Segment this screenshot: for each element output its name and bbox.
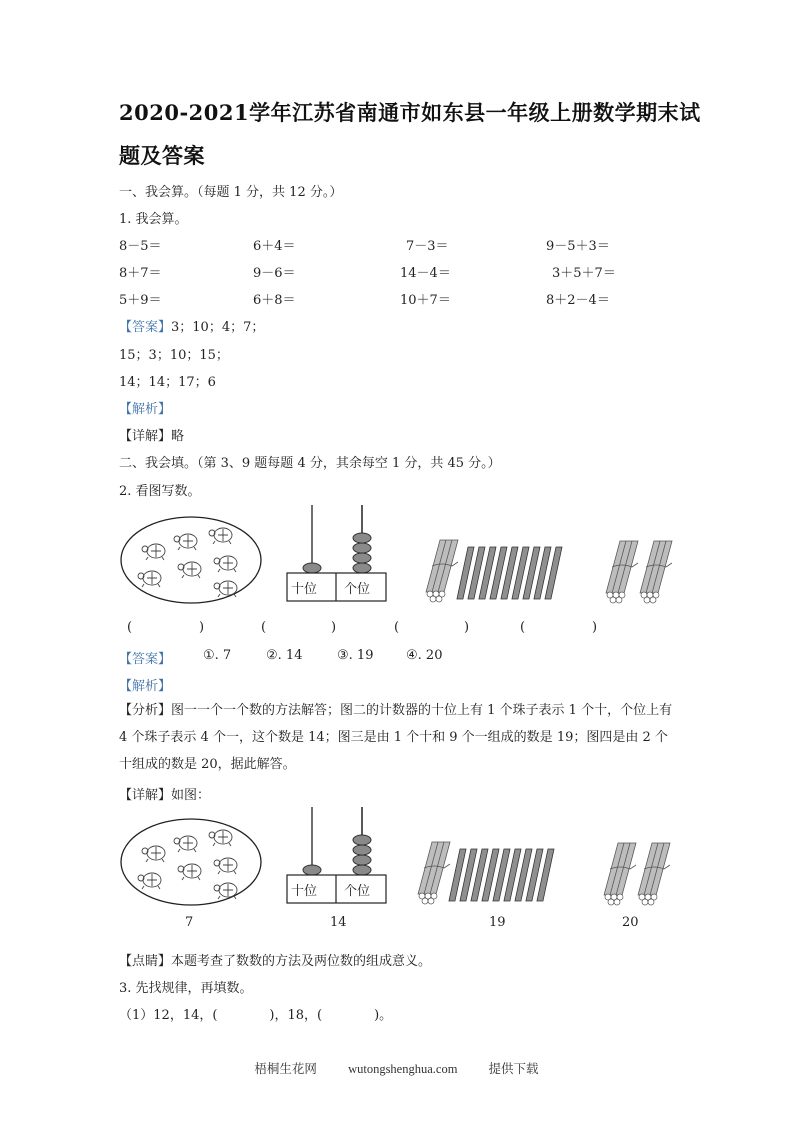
figure-caption: 20 [622, 915, 639, 930]
blank-open: ( [261, 620, 267, 635]
equation: 14－4＝ [400, 266, 451, 281]
answer-item: ④. 20 [406, 648, 443, 663]
turtle-oval-icon [121, 819, 261, 905]
equation: 8＋7＝ [119, 266, 162, 281]
answer-tag: 【答案】 [119, 320, 172, 335]
detail-tag: 【详解】 [119, 429, 172, 444]
footer-suffix: 提供下载 [488, 1062, 539, 1076]
answer-item: ②. 14 [266, 648, 303, 663]
fenxi-tag: 【分析】 [119, 703, 172, 718]
equation: 5＋9＝ [119, 293, 162, 308]
figure-caption: 7 [185, 915, 194, 930]
blank-close: ) [199, 620, 205, 635]
blank-close: ) [592, 620, 598, 635]
section2-heading: 二、我会填。（第 3、9 题每题 4 分，其余每空 1 分，共 45 分。） [119, 456, 501, 471]
answer-item: ①. 7 [203, 648, 232, 663]
blank-open: ( [394, 620, 400, 635]
figure-caption: 19 [489, 915, 506, 930]
q3-label: 3. 先找规律，再填数。 [119, 981, 253, 996]
blank-close: ) [331, 620, 337, 635]
detail-tag: 【详解】 [119, 788, 172, 803]
answer-item: ③. 19 [337, 648, 374, 663]
equation: 6＋8＝ [253, 293, 296, 308]
analysis-tag: 【解析】 [119, 402, 172, 417]
analysis-paragraph [119, 697, 679, 778]
detail-line [119, 425, 184, 444]
equation: 7－3＝ [406, 239, 449, 254]
stick-bundle-icon [606, 541, 638, 603]
equation: 9－6＝ [253, 266, 296, 281]
figure-caption: 14 [330, 915, 347, 930]
dianjing-tag: 【点睛】 [119, 954, 172, 969]
q2-label: 2. 看图写数。 [119, 484, 201, 499]
detail-line [119, 784, 210, 803]
count-figure-question [118, 505, 698, 610]
equation: 9－5＋3＝ [546, 239, 610, 254]
equation: 3＋5＋7＝ [552, 266, 616, 281]
detail-text: 略 [171, 429, 185, 444]
detail-text: 如图： [171, 788, 211, 803]
dianjing-line [119, 950, 431, 969]
analysis-tag: 【解析】 [119, 679, 172, 694]
equation: 6＋4＝ [253, 239, 296, 254]
answer-line [119, 316, 264, 335]
answer-line-3: 14；14；17；6 [119, 375, 216, 390]
section1-heading: 一、我会算。（每题 1 分，共 12 分。） [119, 185, 343, 200]
footer-site-name: 梧桐生花网 [254, 1062, 317, 1076]
blank-close: ) [464, 620, 470, 635]
stick-bundle-icon [604, 843, 636, 905]
answer-line-2: 15；3；10；15； [119, 348, 229, 363]
footer-url[interactable]: wutongshenghua.com [348, 1062, 458, 1076]
abacus-label-tens: 十位 [291, 884, 318, 899]
answer-tag: 【答案】 [119, 652, 172, 667]
turtle-oval-icon [121, 517, 261, 603]
dianjing-text: 本题考查了数数的方法及两位数的组成意义。 [171, 954, 432, 969]
stick-bundle-icon [418, 842, 450, 904]
abacus-label-tens: 十位 [291, 582, 318, 597]
equation: 10＋7＝ [400, 293, 451, 308]
fenxi-text: 图一一个一个数的方法解答；图二的计数器的十位上有 1 个珠子表示 1 个十，个位上有 4 个珠子表示 4 个一，这个数是 14；图三是由 1 个十和 9 个一组成的数是 19；图四是由 2 个十组成的数是 20，据此解答。 [119, 703, 673, 772]
stick-bundle-icon [638, 843, 670, 905]
q3-part1: （1）12，14，( )，18，( )。 [119, 1008, 393, 1023]
equation: 8－5＝ [119, 239, 162, 254]
page-footer [0, 1059, 793, 1077]
stick-bundle-icon [640, 541, 672, 603]
single-sticks-icon [457, 547, 562, 599]
abacus-label-ones: 个位 [344, 582, 371, 597]
equation: 8＋2－4＝ [546, 293, 610, 308]
document-title-line2: 题及答案 [119, 143, 205, 168]
abacus-label-ones: 个位 [344, 884, 371, 899]
count-figure-answer [118, 807, 698, 912]
blank-open: ( [520, 620, 526, 635]
answer-text: 3；10；4；7； [171, 320, 265, 335]
blank-open: ( [127, 620, 133, 635]
document-title-line1: 2020-2021学年江苏省南通市如东县一年级上册数学期末试 [119, 100, 701, 125]
single-sticks-icon [449, 849, 554, 901]
q1-label: 1. 我会算。 [119, 212, 188, 227]
stick-bundle-icon [426, 540, 458, 602]
